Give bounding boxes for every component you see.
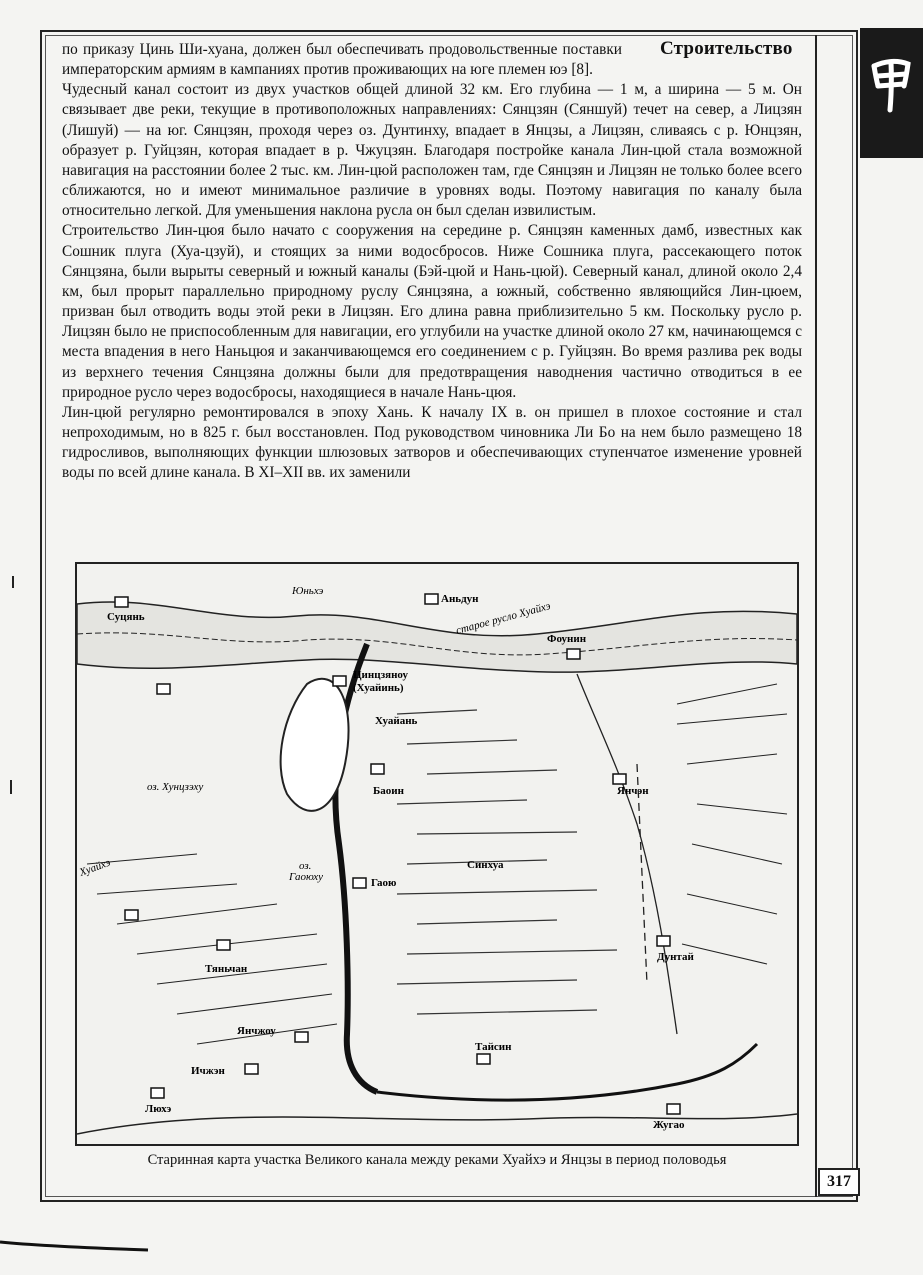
body-text: [62, 40, 802, 483]
map-label-zhugao: Жугао: [653, 1119, 685, 1131]
map-label-lake-hunzehu: оз. Хунцзэху: [147, 781, 204, 793]
map-label-anddun: Аньдун: [441, 593, 479, 605]
map-label-duntai: Дунтай: [657, 951, 694, 963]
scan-smear: [0, 1238, 150, 1252]
flood-waters: [397, 710, 617, 1014]
map-label-lake-gaoyu-1: оз.: [299, 860, 312, 872]
map-label-yanchzhou: Янчжоу: [237, 1025, 276, 1037]
map-drawing: [77, 564, 797, 1144]
right-rule: [815, 35, 817, 1197]
map-label-huayan-paren: (Хуайинь): [353, 682, 404, 694]
map-label-lake-gaoyu-2: Гаоюху: [289, 871, 324, 883]
map-label-old-channel: старое русло Хуайхэ: [454, 600, 552, 637]
paragraph-1: по приказу Цинь Ши-хуана, должен был обеспечивать продовольственные поставки императорским армиям в кампаниях против проживающих на юге племен юэ [8].: [62, 41, 622, 79]
map-label-ichzhen: Ичжэн: [191, 1065, 225, 1077]
paragraph-3: Строительство Лин-цюя было начато с сооружения на середине р. Сянцзян каменных дамб, известных как Сошник плуга (Хуа-цзуй), и стоящих за ними водосбросов. Ниже Сошника плуга, рассекающего поток Сянцзяна, были вырыты северный и южный каналы (Бэй-цюй и Нань-цюй). Северный канал, длиной около 2,4 км, был прорыт параллельно природному руслу Сянцзяна, а южный, собственно являющийся Лин-цюем, призван был отводить воды этой реки в Лицзян. Его длина равна приблизительно 5 км. Поскольку русло р. Лицзян было не приспособленным для навигации, его углубили на участке длиной около 27 км, начинающемся с места впадения в него Наньцюя и заканчивающемся его соединением с р. Гуйцзян. Во время разлива рек воды из верхнего течения Сянцзяна должны были для предотвращения наводнения частично отводиться в ее природное русло через водосбросы, находящиеся в начале Нань-цюя.: [62, 222, 802, 401]
chinese-character-jia-icon: [868, 48, 914, 118]
margin-mark: [12, 576, 14, 588]
map-label-huaihe: Хуайхэ: [77, 856, 113, 879]
map-label-tsintszyanou: Цинцзяноу: [353, 669, 408, 681]
map-label-sutsyan: Суцянь: [107, 611, 145, 623]
margin-mark: [10, 780, 12, 794]
map-label-huayan: Хуайань: [375, 715, 418, 727]
coast-hatching: [677, 684, 787, 964]
section-title: Строительство: [660, 38, 793, 59]
map-label-foynin: Фоунин: [547, 633, 587, 645]
old-map-figure: [75, 562, 799, 1146]
map-label-baoin: Баоин: [373, 785, 404, 797]
thumb-tab: [860, 28, 923, 158]
map-caption: Старинная карта участка Великого канала между реками Хуайхэ и Янцзы в период половодья: [147, 1152, 727, 1168]
map-label-tyanchan: Тяньчан: [205, 963, 248, 975]
page-number: 317: [818, 1168, 860, 1196]
map-label-yunhe: Юньхэ: [292, 585, 324, 597]
map-label-gaoyu: Гаою: [371, 877, 397, 889]
map-label-taisin: Тайсин: [475, 1041, 512, 1053]
paragraph-2: Чудесный канал состоит из двух участков общей длиной 32 км. Его глубина — 1 м, а ширина — 5 м. Он связывает две реки, текущие в противоположных направлениях: Сянцзян (Сяншуй) течет на север, а Лицзян (Лишуй) — на юг. Сянцзян, проходя через оз. Дунтинху, впадает в Янцзы, а Лицзян, сливаясь с р. Юнцзян, образует р. Гуйцзян, которая впадает в р. Чжуцзян. Благодаря постройке канала Лин-цюй стала возможной навигация на расстоянии более 2 тыс. км. Лин-цюй расположен там, где Сянцзян и Лицзян не только более всего сближаются, но и имеют минимальное различие в уровнях воды. Поэтому навигация по каналу была относительно легкой. Для уменьшения наклона русла он был сделан извилистым.: [62, 81, 802, 220]
map-label-sinhua: Синхуа: [467, 859, 504, 871]
map-label-lyuhe: Люхэ: [145, 1103, 172, 1115]
paragraph-4: Лин-цюй регулярно ремонтировался в эпоху Хань. К началу IX в. он пришел в плохое состояние и стал непроходимым, но в 825 г. был восстановлен. Под руководством чиновника Ли Бо на нем было размещено 18 гидросливов, выполняющих функции шлюзовых затворов и обеспечивающих ступенчатое изменение уровней воды по всей длине канала. В XI–XII вв. их заменили: [62, 403, 802, 482]
map-label-yanchen: Янчэн: [617, 785, 649, 797]
